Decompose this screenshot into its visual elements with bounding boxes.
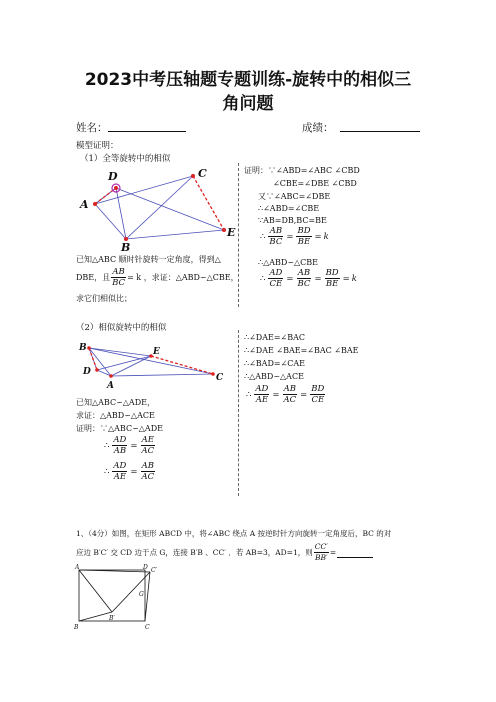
frac (296, 226, 311, 247)
frac-num: AD (113, 435, 127, 445)
frac-num: AD (113, 461, 127, 471)
frac-den: BC (112, 278, 126, 288)
fig1-label-d: D (108, 170, 118, 183)
fig1-label-a: A (80, 198, 89, 211)
sec1-eq-2: ∴ $\frac{AD}{CE}$ = $\frac{AB}{BC}$ = $\frac{BD}{BE}$ = k (260, 268, 357, 289)
sec2-reason-1: ∴∠DAE=∠BAC (244, 333, 306, 342)
frac-den: AC (283, 395, 297, 405)
question1-frac (314, 542, 329, 563)
sec1-proof-6: ∴△ABD∽△CBE (258, 258, 319, 267)
frac-den: BE (325, 279, 339, 289)
frac-num: AB (269, 226, 283, 236)
model-proof-heading: 模型证明： (76, 141, 119, 151)
sec2-given-2: 求证：△ABD∽△ACE (76, 411, 155, 420)
frac (141, 435, 156, 456)
fig3-label-b: B (74, 624, 79, 631)
fig2-label-b: B (79, 343, 87, 353)
sec1-given-2a: DBE，且 (76, 273, 111, 282)
fig3-label-g: G (139, 591, 144, 598)
fig3-label-bprime: B′ (109, 615, 115, 622)
frac-num: AE (141, 435, 155, 445)
figure-rectangle-rotation (72, 563, 162, 631)
fig1-label-e: E (227, 226, 236, 239)
fig3-label-c: C (145, 624, 150, 631)
frac (325, 268, 340, 289)
sec1-proof-1: 证明：∵∠ABD=∠ABC ∠CBD (244, 166, 360, 175)
divider-2 (238, 330, 239, 496)
question1-line2b: = (329, 548, 337, 557)
fig2-label-a: A (107, 381, 114, 391)
frac-num: AD (269, 268, 283, 278)
question1-line2 (76, 542, 373, 563)
score-label: 成绩： (302, 122, 334, 134)
sec1-proof-5: ∵AB=DB,BC=BE (258, 216, 327, 225)
sec2-proof-1: 证明：∵△ABC∽△ADE (76, 424, 163, 433)
sec2-eq-1: ∴ $\frac{AD}{AB}$ = $\frac{AE}{AC}$ (104, 435, 155, 456)
fig2-label-e: E (153, 347, 160, 357)
page-title-line1: 2023中考压轴题专题训练-旋转中的相似三 (84, 70, 412, 90)
score-blank[interactable] (340, 131, 420, 132)
section1-heading: （1）全等旋转中的相似 (80, 154, 171, 164)
sec2-eq-3: ∴ $\frac{AD}{AE}$ = $\frac{AB}{AC}$ = $\frac{BD}{CE}$ (246, 384, 325, 405)
frac-den: AC (141, 472, 155, 482)
frac-num: AB (297, 268, 311, 278)
frac-den: CE (311, 395, 325, 405)
sec1-frac-ab-bc (111, 267, 126, 288)
question1-line2a: 应边 B′C′ 交 CD 边于点 G，连接 B′B 、CC′ ．若 AB=3，AD=1，则 (76, 548, 313, 557)
frac (283, 384, 298, 405)
sec1-given-3: 求它们相似比； (76, 294, 132, 303)
frac-den: BE (297, 237, 311, 247)
frac (141, 461, 156, 482)
frac (310, 384, 325, 405)
sec1-proof-2: ∠CBE=∠DBE ∠CBD (273, 179, 357, 188)
sec2-reason-2: ∴∠DAE ∠BAE=∠BAC ∠BAE (244, 346, 359, 355)
fig2-label-d: D (83, 367, 91, 377)
sec1-given-2b: = k ，求证：△ABD∽△CBE， (127, 273, 239, 282)
frac-num: BD (297, 226, 311, 236)
frac-num: CC′ (314, 542, 328, 551)
figure-rotation-similar (76, 334, 236, 394)
frac-den: AC (141, 446, 155, 456)
divider-1 (238, 163, 239, 307)
question1-line1: 1、（4分）如图，在矩形 ABCD 中，将∠ABC 绕点 A 按逆时针方向旋转一定角度后，BC 的对 (76, 529, 392, 538)
fig3-label-a: A (75, 564, 80, 571)
frac-num: AB (283, 384, 297, 394)
figure-rotation-congruent (76, 162, 240, 252)
frac-den: BC (269, 237, 283, 247)
frac-num: BD (325, 268, 339, 278)
frac-num: AB (141, 461, 155, 471)
sec2-given-1: 已知△ABC∽△ADE， (76, 398, 155, 407)
frac-den: AE (255, 395, 269, 405)
sec2-reason-3: ∴∠BAD=∠CAE (244, 359, 306, 368)
ratio-k: k (323, 231, 329, 242)
frac-den: BB′ (314, 553, 328, 562)
fig3-label-cprime: C′ (151, 567, 157, 574)
frac (268, 268, 283, 289)
frac-den: AB (113, 446, 127, 456)
fig2-label-c: C (216, 373, 224, 383)
fig1-label-b: B (121, 241, 131, 252)
frac (297, 268, 312, 289)
sec1-proof-3: 又∵∠ABC=∠DBE (258, 192, 331, 201)
sec1-given-2 (76, 267, 239, 288)
frac-num: BD (311, 384, 325, 394)
answer-blank[interactable] (337, 548, 373, 558)
name-label: 姓名： (76, 122, 108, 134)
frac-den: BC (297, 279, 311, 289)
sec2-eq-2: ∴ $\frac{AD}{AE}$ = $\frac{AB}{AC}$ (104, 461, 155, 482)
fig3-label-d: D (143, 564, 148, 571)
frac-den: CE (269, 279, 283, 289)
frac (112, 435, 127, 456)
frac (254, 384, 269, 405)
sec1-eq-1: ∴ $\frac{AB}{BC}$ = $\frac{BD}{BE}$ = k (260, 226, 329, 247)
page-title-line2: 角问题 (222, 94, 274, 114)
frac-num: AB (112, 267, 125, 277)
sec1-proof-4: ∴∠ABD=∠CBE (258, 204, 320, 213)
frac-den: AE (113, 472, 127, 482)
sec1-given-1: 已知△ABC 顺时针旋转一定角度，得到△ (76, 255, 221, 264)
name-blank[interactable] (108, 131, 186, 132)
sec2-reason-4: ∴△ABD∽△ACE (244, 372, 304, 381)
section2-heading: （2）相似旋转中的相似 (76, 323, 167, 333)
frac-num: AD (255, 384, 269, 394)
ratio-k: k (351, 273, 357, 284)
frac (112, 461, 127, 482)
fig1-label-c: C (198, 167, 207, 180)
frac (268, 226, 283, 247)
